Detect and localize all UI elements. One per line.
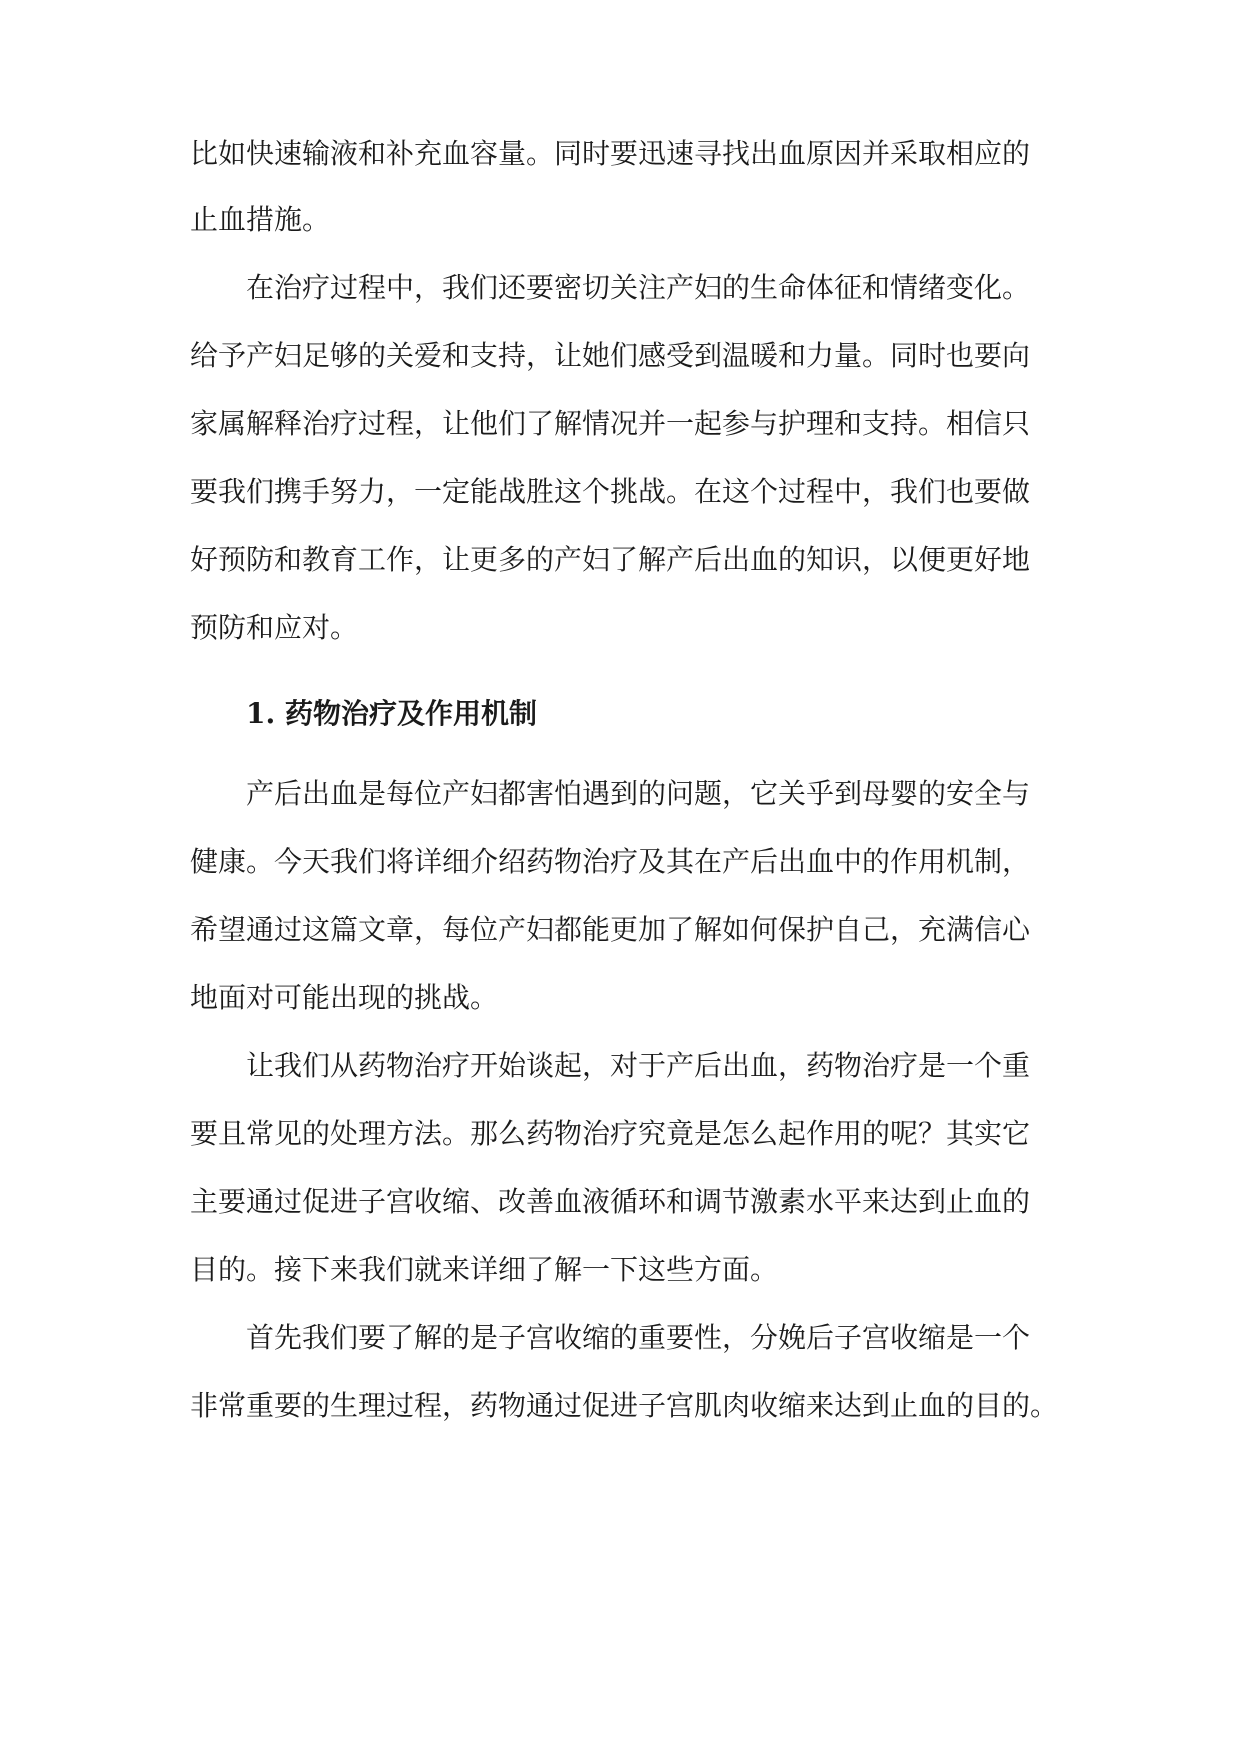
paragraph-line: 家属解释治疗过程，让他们了解情况并一起参与护理和支持。相信只 bbox=[190, 407, 1031, 440]
paragraph-line: 希望通过这篇文章，每位产妇都能更加了解如何保护自己，充满信心 bbox=[190, 913, 1031, 946]
paragraph-line: 主要通过促进子宫收缩、改善血液循环和调节激素水平来达到止血的 bbox=[190, 1185, 1031, 1218]
paragraph-line: 让我们从药物治疗开始谈起，对于产后出血，药物治疗是一个重 bbox=[246, 1049, 1031, 1082]
section-heading: 1. 药物治疗及作用机制 bbox=[246, 697, 537, 730]
paragraph-line: 比如快速输液和补充血容量。同时要迅速寻找出血原因并采取相应的 bbox=[190, 137, 1031, 170]
paragraph-line: 预防和应对。 bbox=[190, 611, 359, 644]
paragraph-line: 要我们携手努力，一定能战胜这个挑战。在这个过程中，我们也要做 bbox=[190, 475, 1031, 508]
paragraph-line: 首先我们要了解的是子宫收缩的重要性，分娩后子宫收缩是一个 bbox=[246, 1321, 1031, 1354]
paragraph-line: 地面对可能出现的挑战。 bbox=[190, 981, 499, 1014]
paragraph-line: 给予产妇足够的关爱和支持，让她们感受到温暖和力量。同时也要向 bbox=[190, 339, 1031, 372]
paragraph-line: 健康。今天我们将详细介绍药物治疗及其在产后出血中的作用机制， bbox=[190, 845, 1031, 878]
paragraph-line: 在治疗过程中，我们还要密切关注产妇的生命体征和情绪变化。 bbox=[246, 271, 1031, 304]
paragraph-line: 产后出血是每位产妇都害怕遇到的问题，它关乎到母婴的安全与 bbox=[246, 777, 1031, 810]
paragraph-line: 止血措施。 bbox=[190, 203, 331, 236]
paragraph-line: 非常重要的生理过程，药物通过促进子宫肌肉收缩来达到止血的目的。 bbox=[190, 1389, 1059, 1422]
paragraph-line: 好预防和教育工作，让更多的产妇了解产后出血的知识，以便更好地 bbox=[190, 543, 1031, 576]
paragraph-line: 要且常见的处理方法。那么药物治疗究竟是怎么起作用的呢？其实它 bbox=[190, 1117, 1031, 1150]
paragraph-line: 目的。接下来我们就来详细了解一下这些方面。 bbox=[190, 1253, 779, 1286]
